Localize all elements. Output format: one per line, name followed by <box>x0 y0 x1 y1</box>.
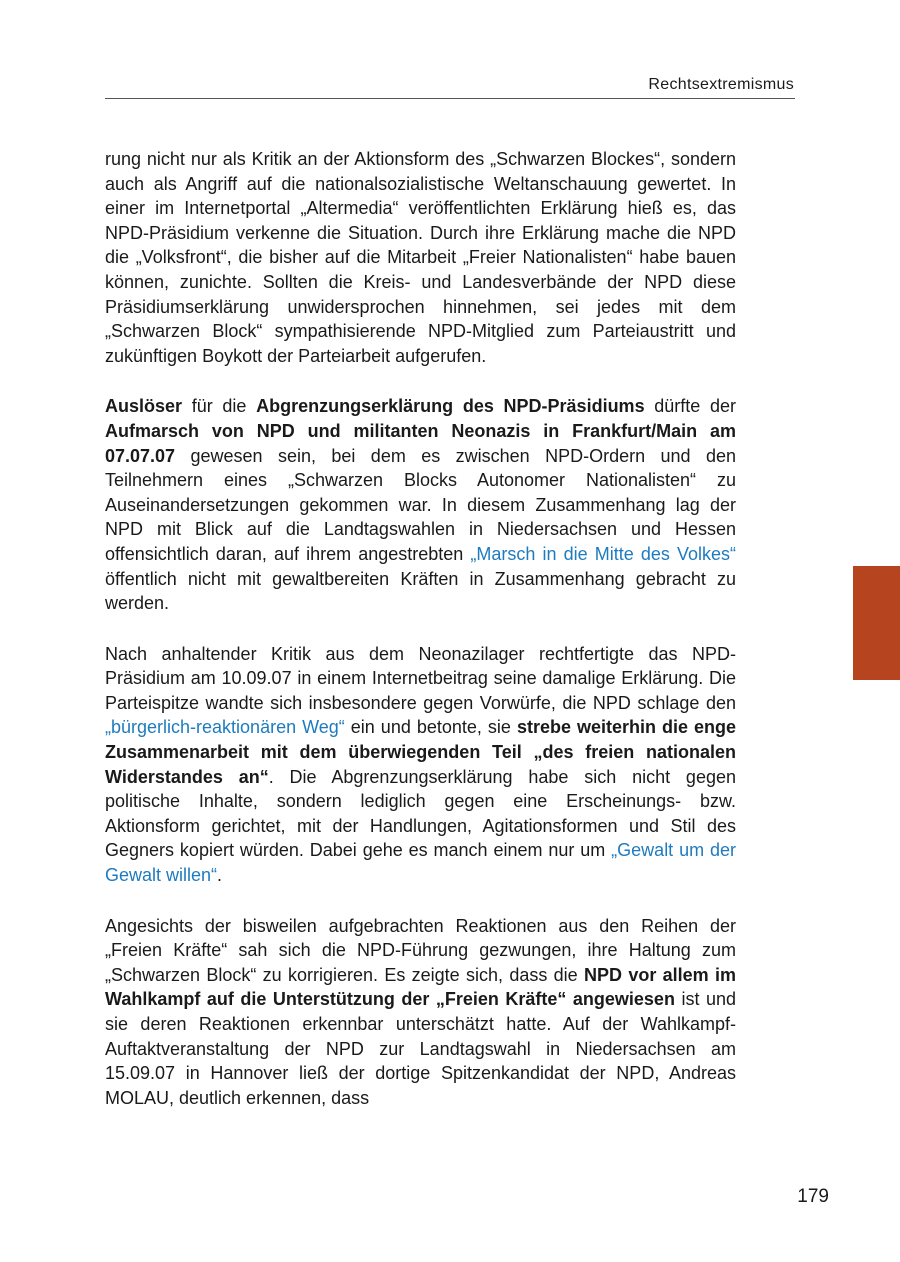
paragraph <box>105 914 736 1111</box>
header-divider <box>105 98 795 99</box>
paragraph <box>105 642 736 888</box>
highlight-quote: „Gewalt um der Gewalt willen“ <box>105 840 736 886</box>
text-run: . Die Abgrenzungserklärung habe sich nicht gegen politische Inhalte, sondern lediglich gegen eine Erscheinungs- bzw. Aktionsform gerichtet, mit der Handlungen, Agitationsformen und Stil des Gegners kopiert würden. Dabei gehe es manch einem nur um <box>105 766 736 861</box>
bold-text: Auslöser <box>105 396 183 417</box>
text-run: für die <box>182 396 257 417</box>
bold-text: Abgrenzungserklärung des NPD-Präsidiums <box>256 396 645 417</box>
running-header-title: Rechtsextremismus <box>648 76 794 93</box>
text-run: Nach anhaltender Kritik aus dem Neonazilager rechtfertigte das NPD-Präsidium am 10.09.07 in einem Internetbeitrag seine damalige Erklärung. Die Parteispitze wandte sich insbesondere gegen Vorwürfe, die NPD schlage den <box>105 643 736 713</box>
text-run: Angesichts der bisweilen aufgebrachten Reaktionen aus den Reihen der „Freien Kräfte“ sah sich die NPD-Führung gezwungen, ihre Haltung zum „Schwarzen Block“ zu korrigieren. Es zeigte sich, dass die <box>105 915 736 985</box>
bold-text: NPD vor allem im Wahlkampf auf die Unterstützung der „Freien Kräfte“ angewiesen <box>105 964 736 1010</box>
paragraph <box>105 147 736 368</box>
paragraph <box>105 394 736 615</box>
text-run: . <box>217 865 223 886</box>
bold-text: Aufmarsch von NPD und militanten Neonazis in Frankfurt/Main am 07.07.07 <box>105 420 736 466</box>
text-run: ist und sie deren Reaktionen erkennbar unterschätzt hatte. Auf der Wahlkampf-Auftaktveranstaltung der NPD zur Landtagswahl in Niedersachsen am 15.09.07 in Hannover ließ der dortige Spitzenkandidat der NPD, Andreas MOLAU, deutlich erkennen, dass <box>105 989 736 1108</box>
page-number: 179 <box>797 1186 829 1207</box>
text-run: ein und betonte, sie <box>344 717 517 738</box>
text-run: öffentlich nicht mit gewaltbereiten Kräften in Zusammenhang gebracht zu werden. <box>105 568 736 614</box>
text-run: dürfte der <box>644 396 736 417</box>
text-run: gewesen sein, bei dem es zwischen NPD-Ordern und den Teilnehmern eines „Schwarzen Blocks Autonomer Nationalisten“ zu Auseinandersetzungen gekommen war. In diesem Zusammenhang lag der NPD mit Blick auf die Landtagswahlen in Niedersachsen und Hessen offensichtlich daran, auf ihrem angestrebten <box>105 445 736 564</box>
bold-text: strebe weiterhin die enge Zusammenarbeit mit dem überwiegenden Teil „des freien nationalen Widerstandes an“ <box>105 717 737 787</box>
highlight-quote: „bürgerlich-reaktionären Weg“ <box>105 717 345 738</box>
text-run: rung nicht nur als Kritik an der Aktionsform des „Schwarzen Blockes“, sondern auch als Angriff auf die nationalsozialistische Weltanschauung gewertet. In einer im Internetportal „Altermedia“ veröffentlichten Erklärung hieß es, das NPD-Präsidium verkenne die Situation. Durch ihre Erklärung mache die NPD die „Volksfront“, die bisher auf die Mitarbeit „Freier Nationalisten“ habe bauen können, zunichte. Sollten die Kreis- und Landesverbände der NPD diese Präsidiumserklärung unwidersprochen hinnehmen, sei jedes mit dem „Schwarzen Block“ sympathisierende NPD-Mitglied zum Parteiaustritt und zukünftigen Boykott der Parteiarbeit aufgerufen. <box>105 149 736 366</box>
body-text <box>105 147 736 1136</box>
chapter-thumb-tab <box>853 566 900 680</box>
highlight-quote: „Marsch in die Mitte des Volkes“ <box>470 543 737 564</box>
